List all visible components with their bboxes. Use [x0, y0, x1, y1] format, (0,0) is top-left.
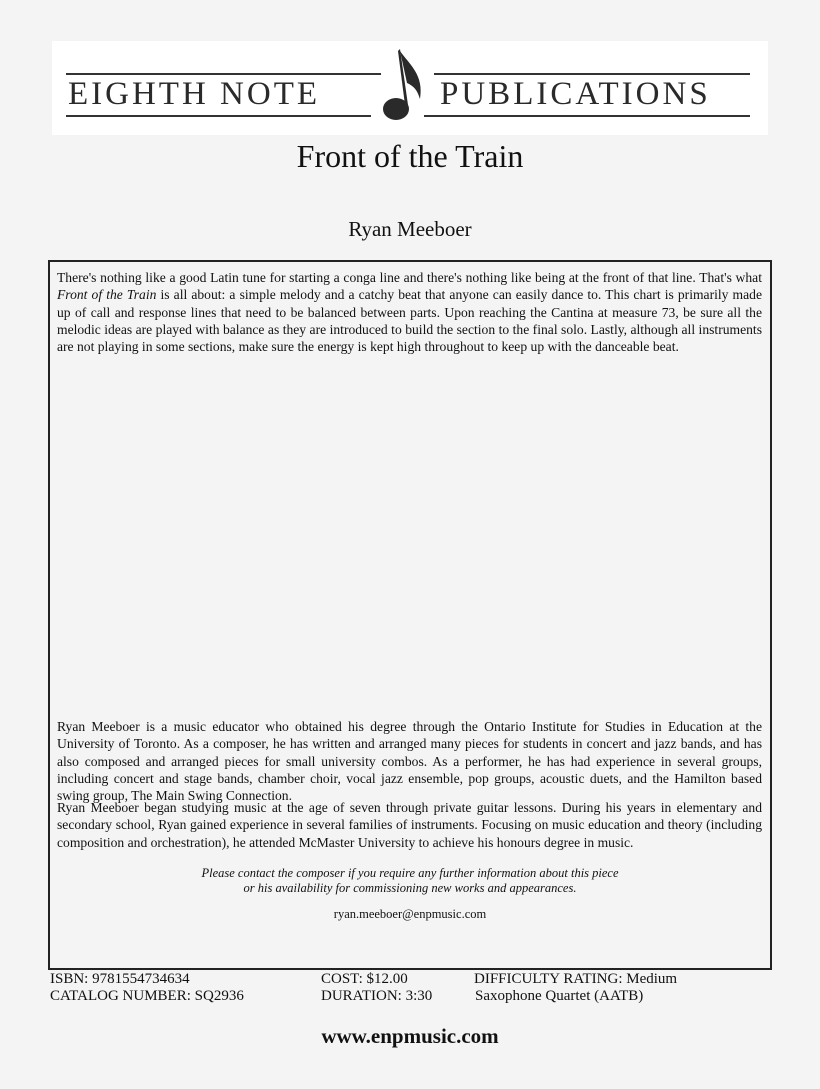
logo-text-left: EIGHTH NOTE [68, 76, 321, 112]
logo-rule [66, 73, 381, 75]
composer-bio: Ryan Meeboer is a music educator who obtained his degree through the Ontario Institute for Studies in Education at the University of Toronto. As a composer, he has written and arranged many pieces for students in concert and jazz bands, and has also composed and arranged pieces for small university combos. As a performer, he has had experience in several groups, including concert and stage bands, chamber choir, vocal jazz ensemble, pop groups, acoustic duets, and the Hamilton based swing group, The Main Swing Connection. [57, 719, 762, 804]
contact-line: or his availability for commissioning new works and appearances. [243, 881, 577, 895]
composer-email[interactable]: ryan.meeboer@enpmusic.com [333, 907, 487, 921]
eighth-note-icon [380, 47, 430, 127]
catalog-number: CATALOG NUMBER: SQ2936 [50, 988, 244, 1004]
logo-rule [424, 115, 750, 117]
difficulty-rating: DIFFICULTY RATING: Medium [474, 971, 678, 987]
duration: DURATION: 3:30 [321, 988, 433, 1004]
program-note [57, 269, 762, 355]
contact-note [50, 866, 770, 896]
website-link[interactable]: www.enpmusic.com [321, 1024, 499, 1048]
logo-rule [66, 115, 371, 117]
instrumentation: Saxophone Quartet (AATB) [475, 988, 644, 1004]
program-note-title: Front of the Train [57, 287, 157, 303]
description-box [48, 260, 772, 970]
logo-text-right: PUBLICATIONS [440, 76, 711, 112]
program-note-text: There's nothing like a good Latin tune for starting a conga line and there's nothing like being at the front of that line. That's what [57, 270, 762, 285]
cost: COST: $12.00 [321, 971, 408, 987]
program-note-text: is all about: a simple melody and a catchy beat that anyone can easily dance to. This chart is primarily made up of call and response lines that need to be balanced between parts. Upon reaching the Cantina at measure 73, be sure all the melodic ideas are played with balance as they are introduced to build the section to the final solo. Lastly, although all instruments are not playing in some sections, make sure the energy is kept high throughout to keep up with the danceable beat. [57, 287, 762, 355]
composer-bio: Ryan Meeboer began studying music at the age of seven through private guitar lessons. During his years in elementary and secondary school, Ryan gained experience in several families of instruments. Focusing on music education and theory (including composition and orchestration), he attended McMaster University to achieve his honours degree in music. [57, 800, 762, 850]
contact-line: Please contact the composer if you require any further information about this piece [201, 866, 619, 880]
publisher-logo [52, 41, 768, 135]
piece-title: Front of the Train [296, 138, 524, 174]
logo-rule [434, 73, 750, 75]
isbn: ISBN: 9781554734634 [50, 971, 190, 987]
composer-name: Ryan Meeboer [348, 217, 472, 241]
